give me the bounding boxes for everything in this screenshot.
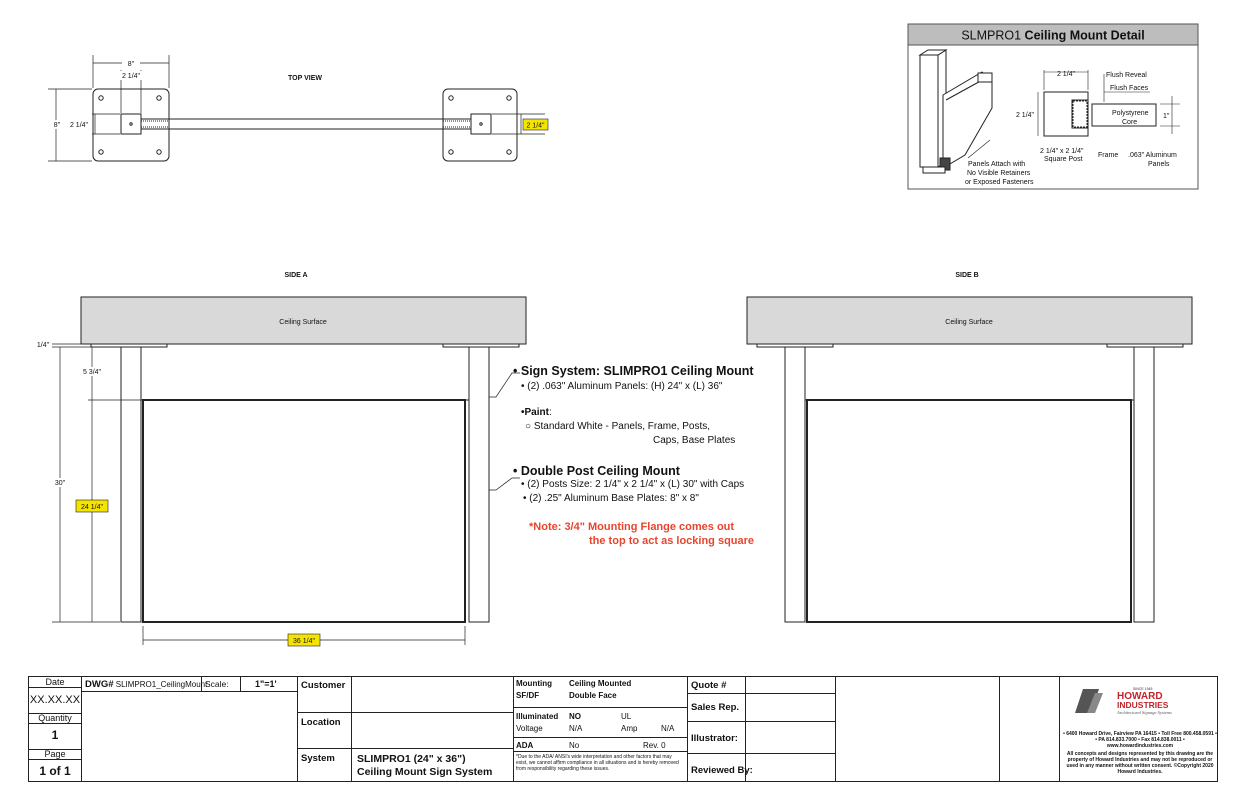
dim-panel-height: 24 1/4"	[81, 504, 103, 511]
sign-panel-b	[807, 400, 1131, 622]
svg-text:Flush Faces: Flush Faces	[1110, 85, 1149, 92]
illustrator-label: Illustrator:	[691, 733, 738, 744]
company-logo	[1069, 685, 1209, 715]
svg-text:Panels Attach with: Panels Attach with	[968, 161, 1026, 168]
svg-text:2 1/4" x 2 1/4": 2 1/4" x 2 1/4"	[1040, 148, 1084, 155]
spec-notes	[513, 364, 793, 548]
sfdf-value: Double Face	[569, 691, 617, 700]
quantity-value: 1	[51, 728, 59, 742]
dim-panel-width: 36 1/4"	[293, 638, 315, 645]
spec-paint-line2: Caps, Base Plates	[653, 435, 736, 446]
side-a	[34, 272, 526, 646]
system-label: System	[301, 753, 335, 764]
top-view-title: TOP VIEW	[288, 75, 322, 82]
quantity-label: Quantity	[38, 713, 72, 723]
mounting-label: Mounting	[516, 679, 552, 688]
side-a-title: SIDE A	[284, 272, 308, 279]
date-value: XX.XX.XX	[29, 694, 81, 706]
location-label: Location	[301, 717, 341, 728]
customer-field[interactable]	[352, 678, 512, 711]
svg-text:Core: Core	[1122, 119, 1138, 126]
spec-heading-system: • Sign System: SLIMPRO1 Ceiling Mount	[513, 364, 754, 378]
sign-panel-a	[143, 400, 465, 622]
dim-plate-width: 8"	[127, 61, 135, 68]
amp-value: N/A	[661, 724, 675, 733]
system-value: SLIMPRO1 (24" x 36") Ceiling Mount Sign System	[357, 753, 493, 778]
svg-text:.063" Aluminum: .063" Aluminum	[1128, 152, 1177, 159]
detail-title: SLMPRO1 Ceiling Mount Detail	[961, 28, 1145, 43]
sales-rep-label: Sales Rep.	[691, 702, 740, 713]
spec-paint-line1: ○ Standard White - Panels, Frame, Posts,	[525, 421, 711, 432]
page-value: 1 of 1	[39, 764, 71, 778]
side-b-title: SIDE B	[955, 272, 979, 279]
svg-text:Polystyrene: Polystyrene	[1112, 110, 1149, 117]
mounting-value: Ceiling Mounted	[569, 679, 632, 688]
svg-text:Flush Reveal: Flush Reveal	[1106, 72, 1147, 79]
note-line2: the top to act as locking square	[589, 535, 755, 547]
post-right-b	[1134, 347, 1154, 622]
mount-detail	[908, 24, 1198, 189]
svg-text:Architectural Signage Systems: Architectural Signage Systems	[1117, 710, 1172, 715]
drawing-number: DWG# SLIMPRO1_CeilingMount	[85, 679, 208, 690]
location-field[interactable]	[352, 713, 512, 747]
company-address: • 6400 Howard Drive, Fairview PA 16415 • Toll Free 800.458.0591 • • PA 814.833.7000 • Fax 814.838.0011 • www.howardindustries.com	[1063, 731, 1217, 749]
page-label: Page	[44, 749, 66, 759]
amp-label: Amp	[621, 724, 638, 733]
svg-text:2 1/4": 2 1/4"	[1056, 71, 1076, 78]
svg-text:SINCE 1945: SINCE 1945	[1133, 687, 1153, 691]
svg-text:1": 1"	[1163, 113, 1170, 120]
title-block	[28, 676, 1218, 782]
date-label: Date	[45, 677, 65, 687]
dim-plate-height: 8"	[53, 122, 61, 129]
svg-text:HOWARD: HOWARD	[1117, 691, 1163, 702]
side-b	[747, 272, 1192, 622]
svg-text:Panels: Panels	[1148, 161, 1170, 168]
dim-flange: 1/4"	[36, 342, 50, 349]
sfdf-label: SF/DF	[516, 691, 540, 700]
post-right-a	[469, 347, 489, 622]
customer-label: Customer	[301, 680, 346, 691]
illuminated-label: Illuminated	[516, 712, 559, 721]
svg-text:2 1/4": 2 1/4"	[1015, 112, 1035, 119]
svg-text:Frame: Frame	[1098, 152, 1119, 159]
company-legal: All concepts and designs represented by this drawing are the property of Howard Industries and may not be reproduced or used in any manner without written consent. ©Copyright 2020 Howard Industries.	[1066, 751, 1214, 775]
dim-total-height: 30"	[54, 480, 66, 487]
ada-disclaimer: *Due to the ADA/ ANSI's wide interpretation and other factors that may exist, we cannot affirm compliance in all situations and is hereby removed from responsibility regarding these issues.	[516, 754, 679, 772]
spec-posts: • (2) Posts Size: 2 1/4" x 2 1/4" x (L) 30" with Caps	[521, 479, 745, 490]
svg-text:INDUSTRIES: INDUSTRIES	[1117, 700, 1169, 710]
ceiling-label-b: Ceiling Surface	[945, 319, 993, 326]
scale-label: Scale:	[205, 679, 229, 689]
spec-base-plates: • (2) .25" Aluminum Base Plates: 8" x 8"	[523, 493, 699, 504]
svg-text:or Exposed Fasteners: or Exposed Fasteners	[965, 179, 1034, 186]
spec-panels: • (2) .063" Aluminum Panels: (H) 24" x (L) 36"	[521, 381, 723, 392]
ul-label: UL	[621, 712, 632, 721]
voltage-label: Voltage	[516, 724, 543, 733]
voltage-value: N/A	[569, 724, 583, 733]
note-line1: *Note: 3/4" Mounting Flange comes out	[529, 521, 735, 533]
svg-text:No Visible Retainers: No Visible Retainers	[967, 170, 1031, 177]
howard-logo-icon	[1069, 685, 1209, 715]
reviewed-by-label: Reviewed By:	[691, 765, 753, 776]
post-left-a	[121, 347, 141, 622]
spec-paint-label: •Paint:	[521, 407, 552, 418]
dim-post-height: 2 1/4"	[69, 122, 89, 129]
ada-label: ADA	[516, 741, 534, 750]
scale-value: 1"=1'	[255, 679, 277, 689]
ada-value: No	[569, 741, 580, 750]
dim-right-post: 2 1/4"	[526, 122, 545, 130]
spec-heading-post: • Double Post Ceiling Mount	[513, 464, 680, 478]
ceiling-label-a: Ceiling Surface	[279, 319, 327, 326]
top-view	[48, 55, 545, 161]
rev-label: Rev. 0	[643, 741, 666, 750]
dim-gap: 5 3/4"	[82, 369, 102, 376]
svg-text:Square Post: Square Post	[1044, 156, 1083, 163]
quote-label: Quote #	[691, 680, 727, 691]
illuminated-value: NO	[569, 712, 581, 721]
dim-post-width: 2 1/4"	[121, 73, 141, 80]
